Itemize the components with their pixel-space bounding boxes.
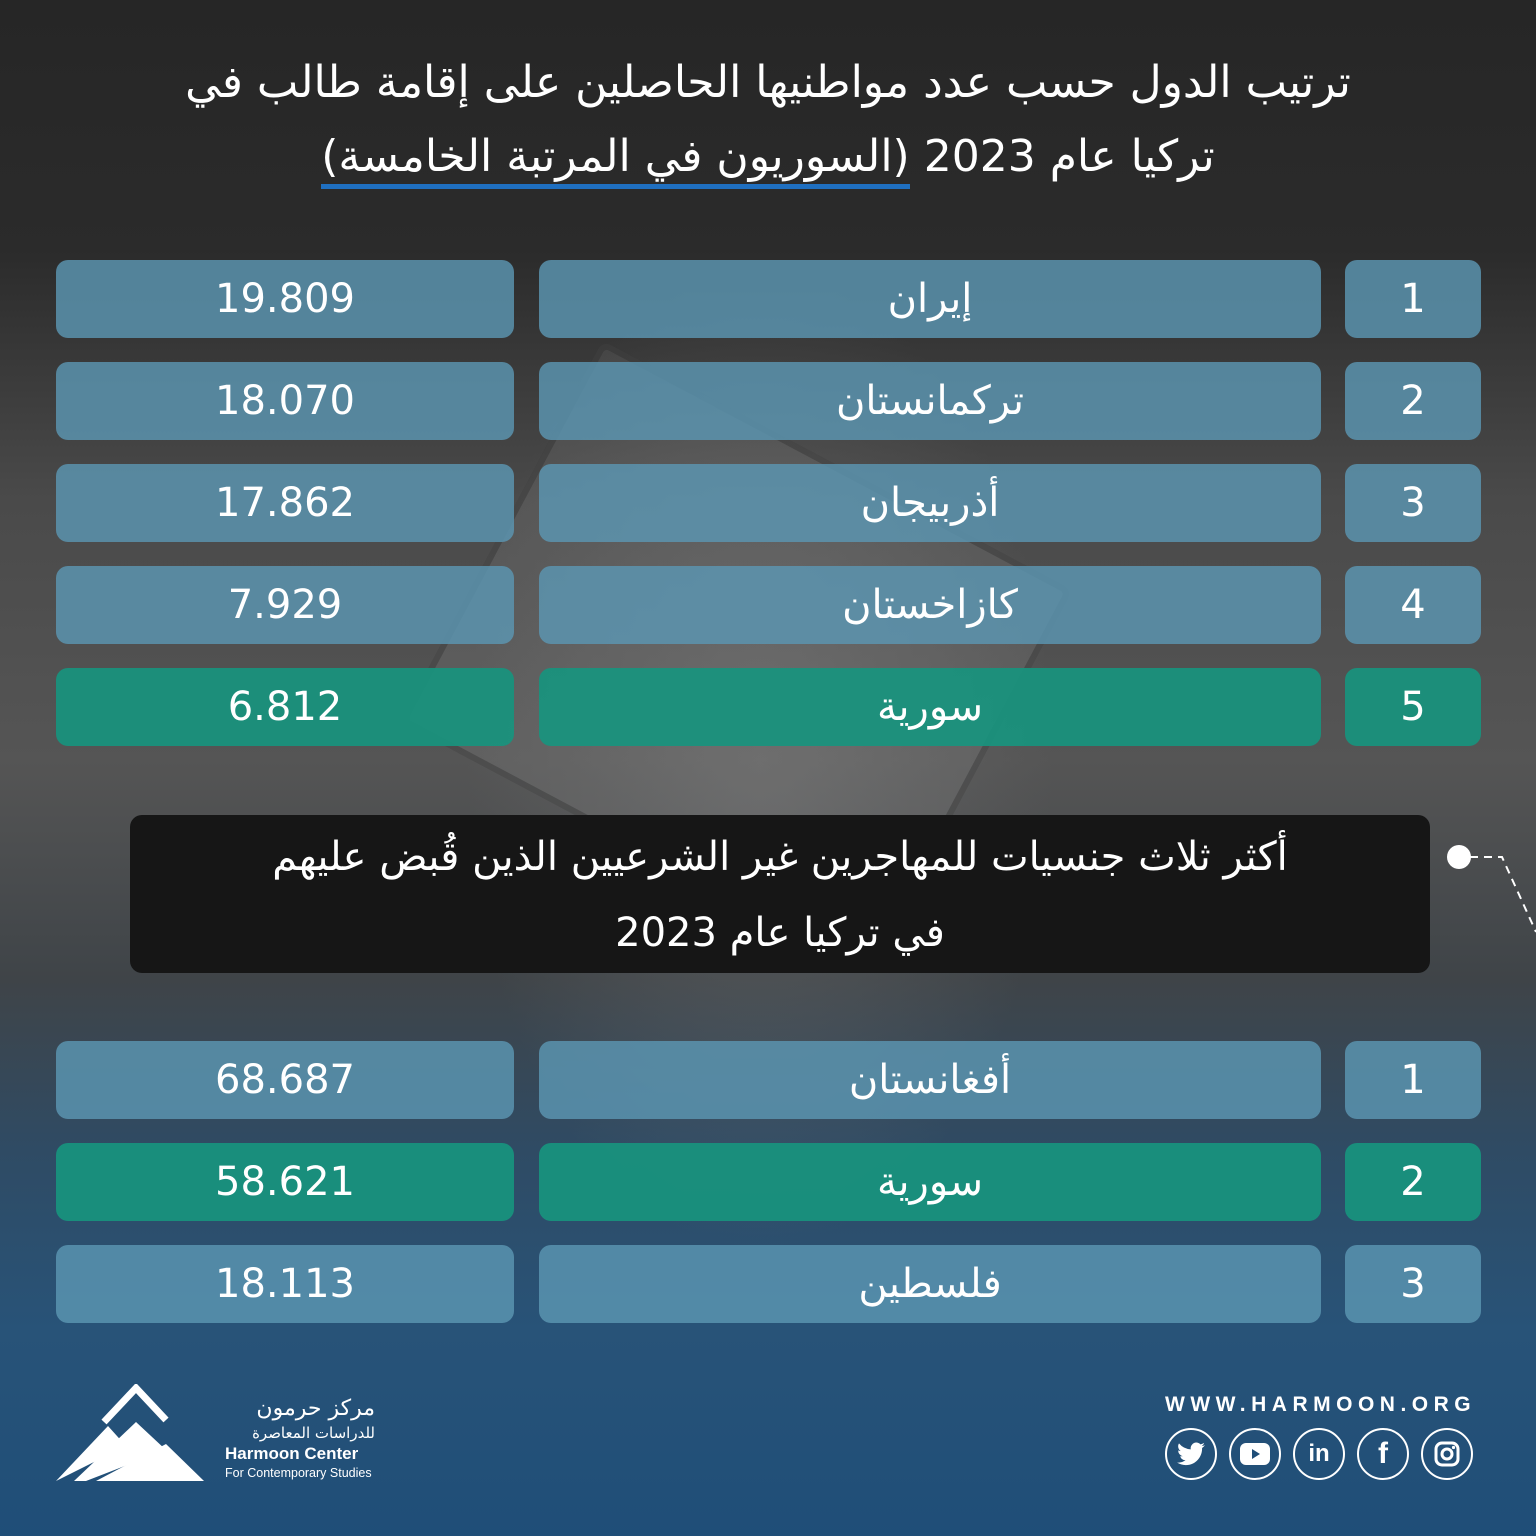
rank-cell: 2 <box>1345 1143 1481 1221</box>
country-cell: أفغانستان <box>539 1041 1321 1119</box>
subtitle-line-2: في تركيا عام 2023 <box>615 910 945 956</box>
logo-arabic-subtitle: للدراسات المعاصرة <box>252 1424 375 1442</box>
harmoon-mountain-logo-icon <box>56 1384 206 1484</box>
rank-cell: 5 <box>1345 668 1481 746</box>
table-row <box>56 464 1481 542</box>
country-cell: إيران <box>539 260 1321 338</box>
value-cell: 58.621 <box>56 1143 514 1221</box>
country-cell: سورية <box>539 1143 1321 1221</box>
website-link[interactable]: WWW.HARMOON.ORG <box>1165 1393 1477 1416</box>
twitter-icon <box>1177 1442 1205 1466</box>
rank-cell: 3 <box>1345 464 1481 542</box>
table-row-highlighted <box>56 668 1481 746</box>
rank-cell: 1 <box>1345 260 1481 338</box>
country-cell: تركمانستان <box>539 362 1321 440</box>
title-highlight: (السوريون في المرتبة الخامسة) <box>321 131 909 189</box>
country-cell: فلسطين <box>539 1245 1321 1323</box>
country-cell: أذربيجان <box>539 464 1321 542</box>
table-row <box>56 1041 1481 1119</box>
page-title <box>100 46 1436 194</box>
instagram-icon <box>1434 1441 1460 1467</box>
social-links <box>1165 1428 1473 1480</box>
value-cell: 17.862 <box>56 464 514 542</box>
youtube-button[interactable] <box>1229 1428 1281 1480</box>
table-row <box>56 566 1481 644</box>
harmoon-logo-text <box>225 1396 375 1482</box>
title-line-2-start: تركيا عام 2023 <box>909 131 1215 182</box>
subtitle-line-1: أكثر ثلاث جنسيات للمهاجرين غير الشرعيين الذين قُبض عليهم <box>272 834 1288 880</box>
rank-cell: 2 <box>1345 362 1481 440</box>
table-row <box>56 362 1481 440</box>
rank-cell: 3 <box>1345 1245 1481 1323</box>
value-cell: 18.113 <box>56 1245 514 1323</box>
section-subtitle <box>130 815 1430 973</box>
linkedin-icon: in <box>1308 1440 1330 1467</box>
youtube-icon <box>1240 1443 1270 1465</box>
rank-cell: 4 <box>1345 566 1481 644</box>
instagram-button[interactable] <box>1421 1428 1473 1480</box>
linkedin-button[interactable] <box>1293 1428 1345 1480</box>
table-row <box>56 1245 1481 1323</box>
logo-english-subtitle: For Contemporary Studies <box>225 1466 372 1480</box>
title-line-2 <box>100 120 1436 194</box>
value-cell: 18.070 <box>56 362 514 440</box>
logo-arabic-name: مركز حرمون <box>256 1396 375 1421</box>
title-line-1: ترتيب الدول حسب عدد مواطنيها الحاصلين على إقامة طالب في <box>185 57 1351 108</box>
rank-cell: 1 <box>1345 1041 1481 1119</box>
table-row <box>56 260 1481 338</box>
table-row-highlighted <box>56 1143 1481 1221</box>
facebook-button[interactable] <box>1357 1428 1409 1480</box>
value-cell: 6.812 <box>56 668 514 746</box>
connector-dot-icon <box>1447 845 1471 869</box>
value-cell: 68.687 <box>56 1041 514 1119</box>
twitter-button[interactable] <box>1165 1428 1217 1480</box>
country-cell: كازاخستان <box>539 566 1321 644</box>
dashed-connector-icon <box>1470 850 1536 940</box>
value-cell: 19.809 <box>56 260 514 338</box>
country-cell: سورية <box>539 668 1321 746</box>
logo-english-name: Harmoon Center <box>225 1444 359 1463</box>
value-cell: 7.929 <box>56 566 514 644</box>
facebook-icon: f <box>1378 1437 1388 1470</box>
